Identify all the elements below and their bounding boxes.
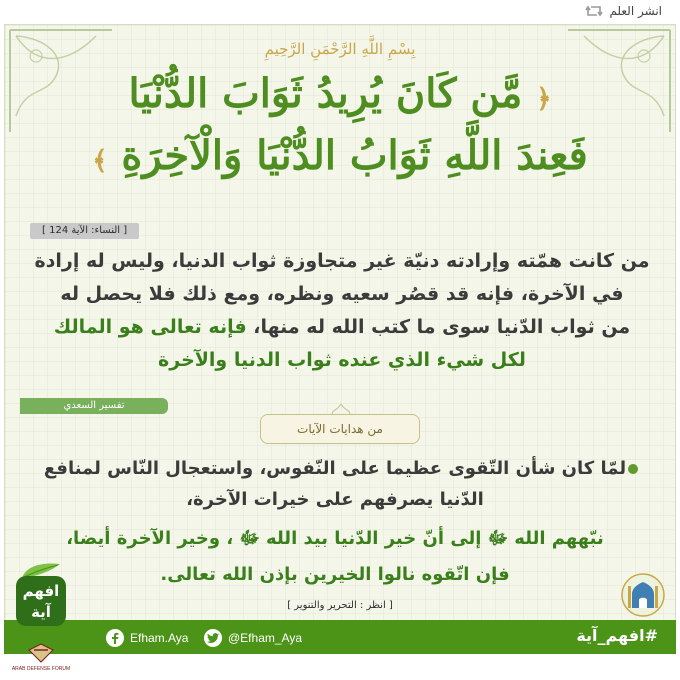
emblem-icon [26,642,56,664]
verse-open-mark: ﴿ [536,84,552,114]
tafsir-line-3 [30,318,654,337]
twitter-link[interactable] [204,629,302,647]
guidance-line-3: نبّههم الله ﷻ إلى أنّ خير الدّنيا بيد الله ﷻ ، وخير الآخرة أيضا، [66,528,604,549]
efham-aya-logo [12,560,70,632]
guidance-line-1: لمّا كان شأن التّقوى عظيما على النّفوس، واستعجال النّاس لمنافع [43,458,627,479]
verse-text-2: فَعِندَ اللَّهِ ثَوَابُ الدُّنْيَا وَالْآخِرَةِ [121,132,588,179]
verse-line-1 [60,70,620,117]
tafsir-line-1: من كانت همّته وإرادته دنيّة غير متجاوزة ثواب الدنيا، وليس له إرادة [34,250,650,272]
mosque-icon [620,572,666,618]
watermark [2,642,80,678]
twitter-icon [204,629,222,647]
ornament-icon [331,403,351,415]
tafsir-source: تفسير السعدي [20,398,168,414]
verse-close-mark: ﴾ [92,146,108,176]
logo-badge [16,576,66,626]
footer-hashtag[interactable]: #افهم_آية [576,626,658,645]
guidance-line-4: فإن اتّقوه نالوا الخيرين بإذن الله تعالى. [160,564,510,585]
tafsir-line-3-dark: من ثواب الدّنيا سوى ما كتب الله له منها، [253,316,631,338]
tafsir-line-3-green: فإنه تعالى هو المالك [53,316,254,338]
facebook-icon [106,629,124,647]
verse-line-2 [60,132,620,179]
retweet-icon [585,4,603,18]
top-bar [0,0,680,26]
logo-text-1: افهم [22,582,60,600]
footer-bar [4,620,676,654]
verse-text-1: مَّن كَانَ يُرِيدُ ثَوَابَ الدُّنْيَا [128,70,523,117]
publish-label: انشر العلم [609,4,662,18]
section-label: من هدايات الآيات [297,422,383,436]
logo-text-2: آية [31,603,51,621]
tafsir-line-4: لكل شيء الذي عنده ثواب الدنيا والآخرة [158,349,526,371]
twitter-handle: @Efham_Aya [228,631,302,645]
publish-button[interactable] [585,4,662,18]
guidance-line-2: الدّنيا يصرفهم على خيرات الآخرة، [186,489,484,510]
reference-note: [ انظر : التحرير والتنوير ] [287,600,393,611]
watermark-text: ARAB DEFENSE FORUM [11,666,71,672]
facebook-handle: Efham.Aya [130,631,189,645]
tafsir-line-2: في الآخرة، فإنه قد قصُر سعيه ونظره، ومع ذلك فلا يحصل له [60,283,624,305]
section-label-frame [260,414,420,444]
basmala: بِسْمِ اللَّهِ الرَّحْمَنِ الرَّحِيمِ [264,40,416,58]
verse-reference: [ النساء: الآية 124 ] [30,223,139,239]
facebook-link[interactable] [106,629,188,647]
